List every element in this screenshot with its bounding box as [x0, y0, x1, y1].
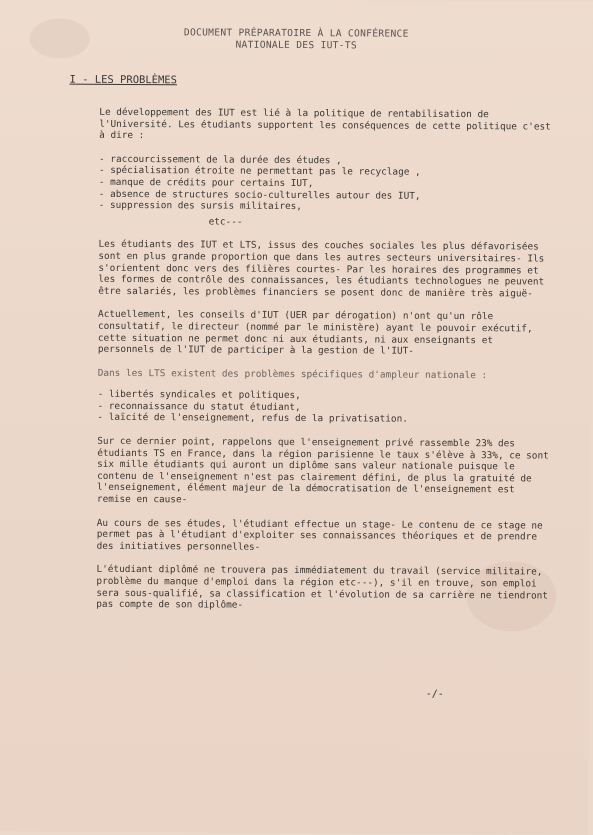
list-item: - libertés syndicales et politiques, — [97, 389, 301, 402]
list-item: - spécialisation étroite ne permettant pas le recyclage , — [98, 165, 421, 179]
section-title: I - LES PROBLÈMES — [69, 73, 178, 87]
list-item: - suppression des sursis militaires, — [98, 199, 302, 213]
document-body — [96, 107, 554, 626]
list-item: - laïcité de l'enseignement, refus de la privatisation. — [97, 412, 408, 426]
etc-mark: etc--- — [208, 216, 243, 228]
paragraph-students: Les étudiants des IUT et LTS, issus des couches sociales les plus défavorisées sont en plus grande proportion que dans les autres secteurs universitaires- Ils s'orientent donc vers des filières courtes- Par les horaires des programmes et les formes de contrôle des connaissances, les étudiants technologues ne peuvent être salariés, les problèmes financiers se posent donc de manière très aiguë- — [98, 239, 545, 300]
paragraph-councils: Actuellement, les conseils d'IUT (UER par dérogation) n'ont qu'un rôle consultatif, le directeur (nommé par le ministère) ayant le pouvoir exécutif, cette situation ne permet donc ni aux étudiants, ni aux enseignants et personnels de l'IUT de participer à la gestion de l'IUT- — [97, 309, 533, 357]
document-header — [0, 26, 593, 54]
paragraph-internship: Au cours de ses études, l'étudiant effectue un stage- Le contenu de ce stage ne permet pas à l'étudiant d'exploiter ses connaissances théoriques et de prendre des initiatives personnelles- — [96, 517, 543, 553]
list-item: - manque de crédits pour certains IUT, — [98, 176, 314, 190]
paragraph-intro: Le développement des IUT est lié à la politique de rentabilisation de l'Université. Les étudiants supportent les conséquences de cette politique c'est à dire : — [99, 106, 551, 142]
paragraph-graduate: L'étudiant diplômé ne trouvera pas immédiatement du travail (service militaire, problème du manque d'emploi dans la région etc---), s'il en trouve, son emploi sera sous-qualifié, sa classification et l'évolution de sa carrière ne tiendront pas compte de son diplôme- — [96, 564, 548, 611]
list-item: - reconnaissance du statut étudiant, — [97, 400, 301, 413]
continuation-mark: -/- — [425, 688, 444, 700]
paragraph-lts-intro: Dans les LTS existent des problèmes spécifiques d'ampleur nationale : — [97, 367, 488, 381]
header-line-2: NATIONALE DES IUT-TS — [235, 39, 358, 52]
lts-problems-list — [97, 389, 552, 427]
list-item: - absence de structures socio-culturelles autour des IUT, — [98, 188, 421, 202]
consequences-list — [99, 154, 554, 215]
paragraph-private: Sur ce dernier point, rappelons que l'enseignement privé rassemble 23% des étudiants TS en France, dans la région parisienne le taux s'élève à 33%, ce sont six mille étudiants qui auront un diplôme sans valeur nationale puisque le contenu de l'enseignement n'est pas clairement défini, de plus la gratuité de l'enseignement, élément majeur de la démocratisation de l'enseignement est remise en cause- — [96, 435, 549, 506]
list-item: - raccourcissement de la durée des études , — [98, 153, 342, 167]
header-line-1: DOCUMENT PRÉPARATOIRE À LA CONFÉRENCE — [183, 27, 409, 40]
